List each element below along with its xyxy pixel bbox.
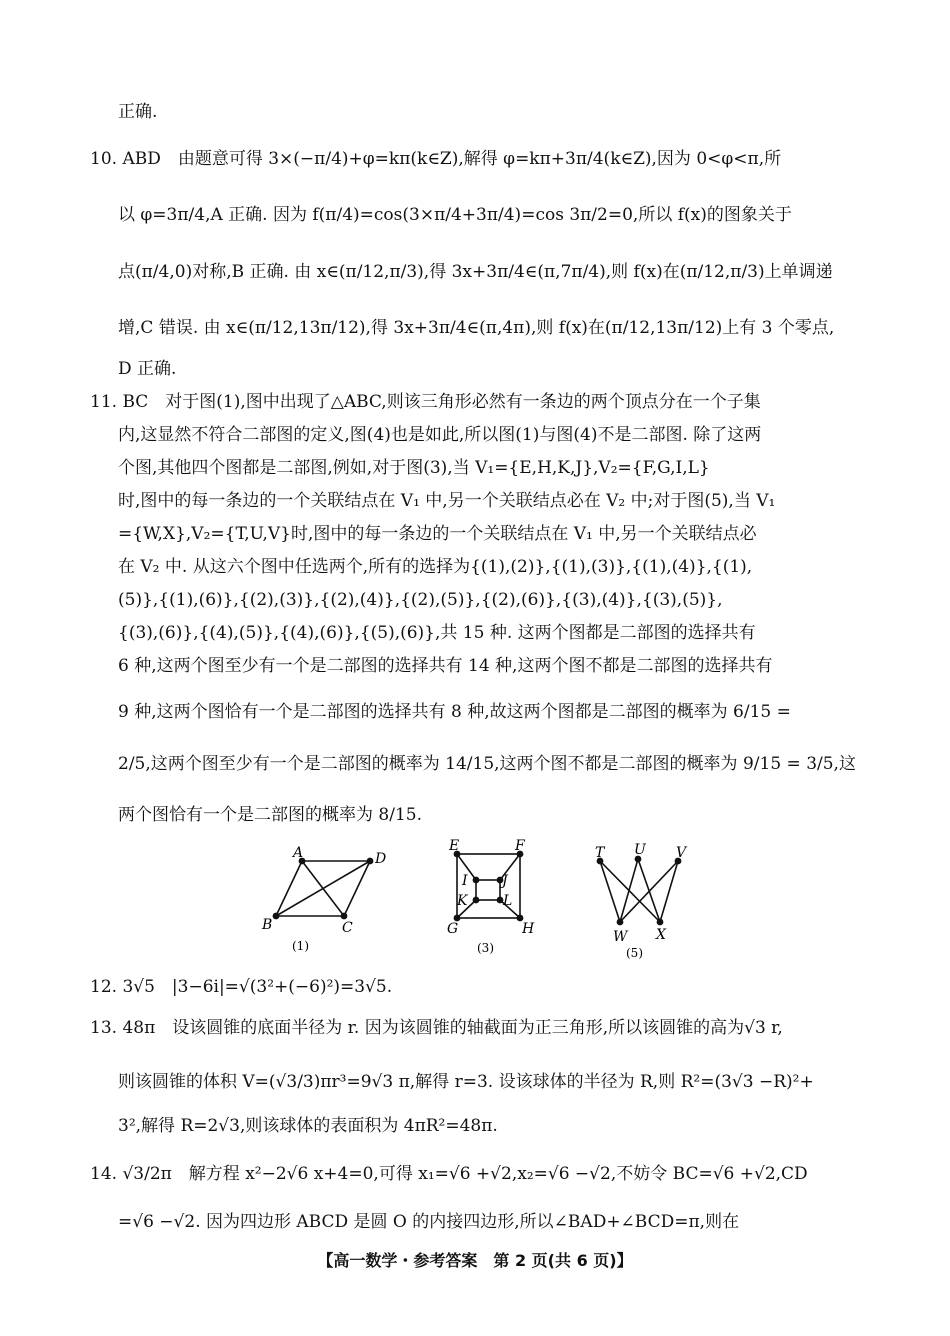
- text-line: 2/5,这两个图至少有一个是二部图的概率为 14/15,这两个图不都是二部图的概率为 9/15 = 3/5,这: [118, 754, 856, 774]
- node-label: X: [656, 927, 666, 943]
- text-line: 13. 48π 设该圆锥的底面半径为 r. 因为该圆锥的轴截面为正三角形,所以该圆锥的高为√3 r,: [90, 1018, 783, 1038]
- node-label: B: [262, 917, 273, 933]
- text-line: 6 种,这两个图至少有一个是二部图的选择共有 14 种,这两个图不都是二部图的选择共有: [118, 656, 773, 676]
- node-label: U: [634, 842, 646, 858]
- text-line: 14. √3/2π 解方程 x²−2√6 x+4=0,可得 x₁=√6 +√2,x₂=√6 −√2,不妨令 BC=√6 +√2,CD: [90, 1164, 808, 1184]
- node: [273, 913, 280, 920]
- figure-caption: (5): [626, 946, 643, 960]
- text-line: (5)},{(1),(6)},{(2),(3)},{(2),(4)},{(2),(5)},{(2),(6)},{(3),(4)},{(3),(5)},: [118, 590, 723, 610]
- node-label: E: [449, 838, 460, 854]
- text-line: {(3),(6)},{(4),(5)},{(4),(6)},{(5),(6)},共 15 种. 这两个图都是二部图的选择共有: [118, 623, 756, 643]
- node: [657, 919, 664, 926]
- text-line: 12. 3√5 |3−6i|=√(3²+(−6)²)=3√5.: [90, 977, 393, 997]
- text-line: ={W,X},V₂={T,U,V}时,图中的每一条边的一个关联结点在 V₁ 中,另一个关联结点必: [118, 524, 757, 544]
- text-line: 则该圆锥的体积 V=(√3/3)πr³=9√3 π,解得 r=3. 设该球体的半径为 R,则 R²=(3√3 −R)²+: [118, 1072, 814, 1092]
- node-label: A: [293, 845, 304, 861]
- text-line: 内,这显然不符合二部图的定义,图(4)也是如此,所以图(1)与图(4)不是二部图. 除了这两: [118, 425, 762, 445]
- text-line: 以 φ=3π/4,A 正确. 因为 f(π/4)=cos(3×π/4+3π/4)=cos 3π/2=0,所以 f(x)的图象关于: [118, 205, 792, 225]
- figure-5: [600, 859, 678, 922]
- text-line: =√6 −√2. 因为四边形 ABCD 是圆 O 的内接四边形,所以∠BAD+∠BCD=π,则在: [118, 1212, 740, 1232]
- node-label: J: [502, 873, 508, 889]
- node: [341, 913, 348, 920]
- node-label: V: [676, 845, 687, 861]
- node: [367, 858, 374, 865]
- figure-caption: (1): [292, 939, 309, 953]
- node: [617, 919, 624, 926]
- node-label: C: [342, 920, 353, 936]
- node-label: F: [515, 838, 525, 854]
- text-line: 两个图恰有一个是二部图的概率为 8/15.: [118, 805, 422, 825]
- text-line: 增,C 错误. 由 x∈(π/12,13π/12),得 3x+3π/4∈(π,4π),则 f(x)在(π/12,13π/12)上有 3 个零点,: [118, 318, 835, 338]
- node-label: G: [447, 921, 459, 937]
- text-line: 时,图中的每一条边的一个关联结点在 V₁ 中,另一个关联结点必在 V₂ 中;对于图(5),当 V₁: [118, 491, 776, 511]
- figure-caption: (3): [477, 941, 494, 955]
- graph-figures: [250, 835, 720, 965]
- text-line: 正确.: [118, 102, 158, 122]
- text-line: 点(π/4,0)对称,B 正确. 由 x∈(π/12,π/3),得 3x+3π/4∈(π,7π/4),则 f(x)在(π/12,π/3)上单调递: [118, 262, 833, 282]
- node-label: I: [462, 873, 468, 889]
- node: [473, 877, 480, 884]
- text-line: 10. ABD 由题意可得 3×(−π/4)+φ=kπ(k∈Z),解得 φ=kπ+3π/4(k∈Z),因为 0<φ<π,所: [90, 149, 782, 169]
- page-footer: 【高一数学・参考答案 第 2 页(共 6 页)】: [317, 1251, 633, 1270]
- text-line: 11. BC 对于图(1),图中出现了△ABC,则该三角形必然有一条边的两个顶点分在一个子集: [90, 392, 761, 412]
- text-line: 3²,解得 R=2√3,则该球体的表面积为 4πR²=48π.: [118, 1116, 498, 1136]
- text-line: D 正确.: [118, 359, 177, 379]
- node-label: H: [522, 921, 535, 937]
- text-line: 9 种,这两个图恰有一个是二部图的选择共有 8 种,故这两个图都是二部图的概率为 6/15 =: [118, 702, 791, 722]
- node-label: D: [375, 851, 387, 867]
- text-line: 在 V₂ 中. 从这六个图中任选两个,所有的选择为{(1),(2)},{(1),(3)},{(1),(4)},{(1),: [118, 557, 753, 577]
- node-label: W: [613, 929, 628, 945]
- figure-1: [276, 861, 370, 916]
- text-line: 个图,其他四个图都是二部图,例如,对于图(3),当 V₁={E,H,K,J},V₂={F,G,I,L}: [118, 458, 710, 478]
- node-label: K: [457, 893, 468, 909]
- node: [473, 897, 480, 904]
- node-label: L: [503, 893, 513, 909]
- node-label: T: [595, 845, 605, 861]
